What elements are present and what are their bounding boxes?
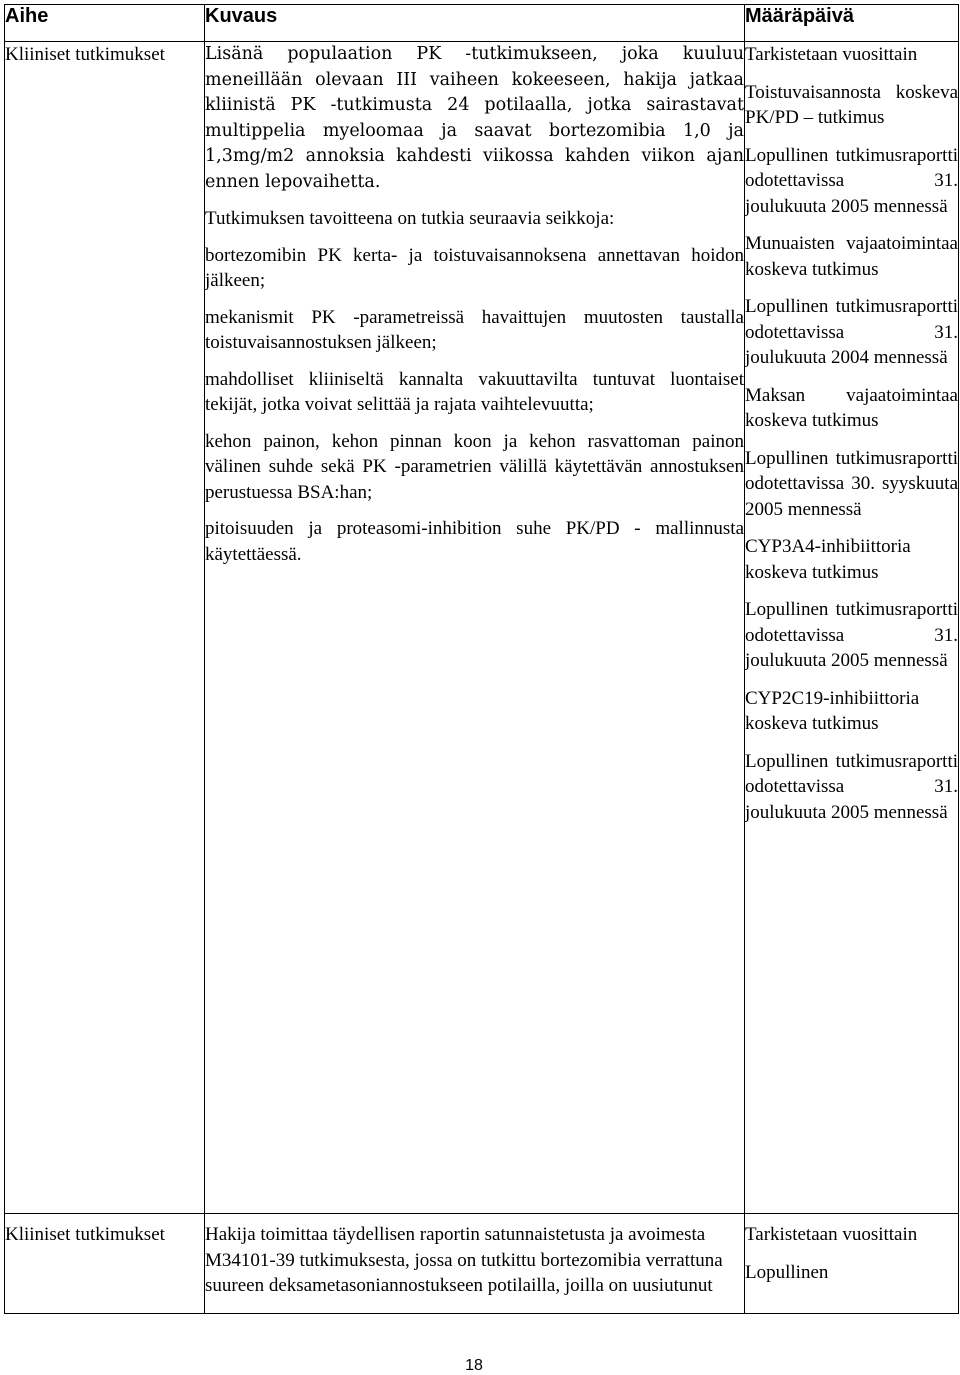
description-paragraph: Hakija toimittaa täydellisen raportin satunnaistetusta ja avoimesta M34101-39 tutkimuksesta, jossa on tutkittu bortezomibia verrattuna suureen deksametasoniannostukseen potilailla, joilla on uusiutunut [205,1224,723,1296]
due-item: Lopullinen tutkimusraportti odotettavissa 31. joulukuuta 2004 mennessä [745,296,958,368]
table-row [5,42,959,1214]
description-paragraph: kehon painon, kehon pinnan koon ja kehon rasvattoman painon välinen suhde sekä PK -parametrien välillä käytettävän annostuksen perustuessa BSA:han; [205,430,744,503]
topic-cell [5,1214,205,1314]
header-topic: Aihe [5,5,205,42]
due-item: Lopullinen [745,1261,829,1283]
due-item: Maksan vajaatoimintaa koskeva tutkimus [745,384,958,431]
due-item: Tarkistetaan vuosittain [745,44,918,65]
due-item: Lopullinen tutkimusraportti odotettavissa 30. syyskuuta 2005 mennessä [745,447,958,520]
description-paragraph: mekanismit PK -parametreissä havaittujen muutosten taustalla toistuvaisannostuksen jälkeen; [205,306,744,353]
topic-text: Kliiniset tutkimukset [5,1224,165,1245]
topic-text: Kliiniset tutkimukset [5,44,165,65]
due-item: CYP2C19-inhibiittoria koskeva tutkimus [745,687,920,734]
due-item: Munuaisten vajaatoimintaa koskeva tutkimus [745,233,958,280]
due-item: Tarkistetaan vuosittain [745,1224,918,1245]
description-paragraph: bortezomibin PK kerta- ja toistuvaisannoksena annettavan hoidon jälkeen; [205,244,744,291]
table-row [5,1214,959,1314]
due-item: CYP3A4-inhibiittoria koskeva tutkimus [745,536,911,583]
due-item: Lopullinen tutkimusraportti odotettavissa 31. joulukuuta 2005 mennessä [745,599,958,671]
topic-cell [5,42,205,1214]
page-number: 18 [465,1357,483,1374]
description-cell [205,42,745,1214]
description-paragraph: Tutkimuksen tavoitteena on tutkia seuraavia seikkoja: [205,208,615,229]
due-item: Lopullinen tutkimusraportti odotettavissa 31. joulukuuta 2005 mennessä [745,144,958,217]
due-date-cell [745,1214,959,1314]
description-paragraph: pitoisuuden ja proteasomi-inhibition suhe PK/PD - mallinnusta käytettäessä. [205,518,744,565]
due-item: Lopullinen tutkimusraportti odotettavissa 31. joulukuuta 2005 mennessä [745,750,958,823]
due-item: Toistuvaisannosta koskeva PK/PD – tutkimus [745,81,958,128]
description-cell [205,1214,745,1314]
table-header-row [5,5,959,42]
header-due-date: Määräpäivä [745,5,959,42]
description-paragraph: Lisänä populaation PK -tutkimukseen, joka kuuluu meneillään olevaan III vaiheen kokeeseen, hakija jatkaa kliinistä PK -tutkimusta 24 potilaalla, jotka sairastavat multippelia myeloomaa ja saavat bortezomibia 1,0 ja 1,3mg/m2 annoksia kahdesti viikossa kahden viikon ajan ennen lepovaihetta. [205,44,744,192]
due-date-cell [745,42,959,1214]
description-paragraph: mahdolliset kliiniseltä kannalta vakuuttavilta tuntuvat luontaiset tekijät, jotka voivat selittää ja rajata vaihtelevuutta; [205,368,744,415]
obligations-table [4,4,959,1314]
header-description: Kuvaus [205,5,745,42]
